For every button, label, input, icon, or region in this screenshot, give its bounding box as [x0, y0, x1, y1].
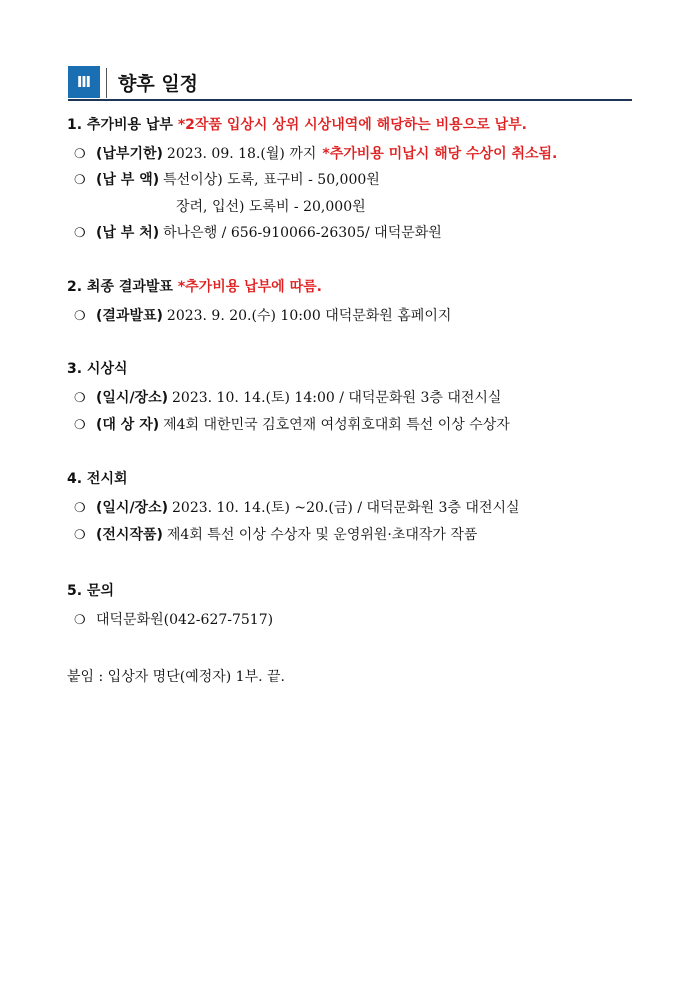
section-2-note: *추가비용 납부에 따름. — [177, 279, 322, 295]
item-value: 제4회 특선 이상 수상자 및 운영위원·초대작가 작품 — [166, 527, 478, 543]
section-1-heading: 1. 추가비용 납부 — [67, 117, 173, 133]
item-label: (대 상 자) — [96, 417, 160, 433]
section-4-title — [67, 468, 128, 488]
section-3-title — [67, 358, 128, 378]
section-1-note: *2작품 입상시 상위 시상내역에 해당하는 비용으로 납부. — [177, 117, 527, 133]
circle-bullet-icon: ❍ — [74, 501, 86, 516]
item-label: (납 부 처) — [96, 225, 160, 241]
header-divider — [106, 68, 107, 98]
list-item — [74, 169, 380, 189]
section-number-badge: Ⅲ — [68, 66, 100, 98]
header-underline — [68, 99, 632, 101]
item-label: (전시작품) — [96, 527, 163, 543]
circle-bullet-icon: ❍ — [74, 147, 86, 162]
attachment-note: 붙임 : 입상자 명단(예정자) 1부. 끝. — [67, 669, 285, 685]
list-item — [74, 497, 520, 517]
section-1-title — [67, 114, 527, 134]
list-item — [74, 414, 510, 434]
circle-bullet-icon: ❍ — [74, 613, 86, 628]
contact-value: 대덕문화원(042-627-7517) — [96, 612, 274, 628]
item-note: *추가비용 미납시 해당 수상이 취소됨. — [322, 146, 558, 162]
list-item — [74, 387, 501, 407]
item-label: (결과발표) — [96, 308, 163, 324]
section-5-title — [67, 580, 114, 600]
list-item — [74, 305, 451, 325]
item-value: 2023. 10. 14.(토) ~20.(금) / 대덕문화원 3층 대전시실 — [172, 500, 520, 516]
section-2-heading: 2. 최종 결과발표 — [67, 279, 173, 295]
item-value: 제4회 대한민국 김호연재 여성휘호대회 특선 이상 수상자 — [163, 417, 510, 433]
list-item — [74, 222, 442, 242]
circle-bullet-icon: ❍ — [74, 528, 86, 543]
circle-bullet-icon: ❍ — [74, 226, 86, 241]
section-heading: 향후 일정 — [118, 73, 199, 95]
list-item — [74, 609, 273, 629]
circle-bullet-icon: ❍ — [74, 391, 86, 406]
item-label: (일시/장소) — [96, 390, 169, 406]
section-3-heading: 3. 시상식 — [67, 361, 128, 377]
item-value: 특선이상) 도록, 표구비 - 50,000원 — [163, 172, 380, 188]
item-value-continued: 장려, 입선) 도록비 - 20,000원 — [176, 199, 366, 215]
item-value: 2023. 9. 20.(수) 10:00 대덕문화원 홈페이지 — [166, 308, 452, 324]
circle-bullet-icon: ❍ — [74, 418, 86, 433]
section-header — [68, 66, 632, 100]
circle-bullet-icon: ❍ — [74, 173, 86, 188]
item-label: (납 부 액) — [96, 172, 160, 188]
item-label: (납부기한) — [96, 146, 163, 162]
item-value: 2023. 09. 18.(월) 까지 — [166, 146, 317, 162]
item-value: 하나은행 / 656-910066-26305/ 대덕문화원 — [163, 225, 442, 241]
list-item — [74, 524, 477, 544]
section-2-title — [67, 276, 322, 296]
item-label: (일시/장소) — [96, 500, 169, 516]
circle-bullet-icon: ❍ — [74, 309, 86, 324]
section-5-heading: 5. 문의 — [67, 583, 114, 599]
item-value: 2023. 10. 14.(토) 14:00 / 대덕문화원 3층 대전시실 — [172, 390, 502, 406]
section-4-heading: 4. 전시회 — [67, 471, 128, 487]
list-item — [74, 143, 557, 163]
